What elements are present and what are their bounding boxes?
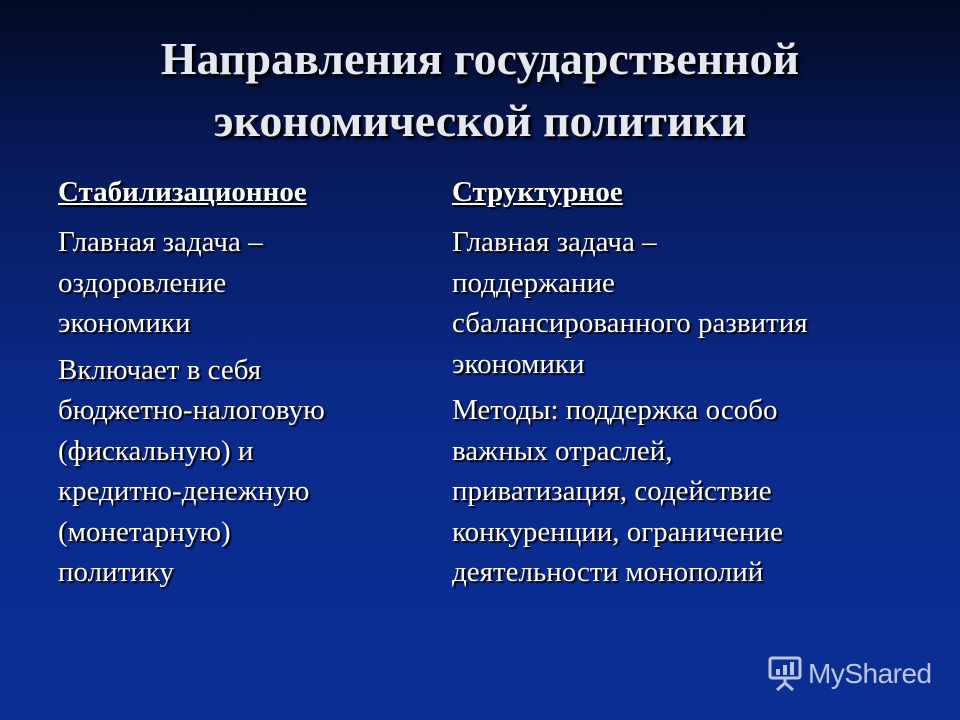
- left-task-line: оздоровление: [58, 266, 227, 299]
- left-includes-line: Включает в себя: [58, 353, 262, 386]
- title-line-1: Направления государственной: [160, 33, 800, 84]
- right-methods-line: важных отраслей,: [452, 434, 673, 467]
- left-column-heading: Стабилизационное: [58, 176, 307, 208]
- right-task-line: Главная задача –: [452, 226, 657, 258]
- right-task-paragraph: [452, 222, 922, 384]
- left-includes-line: кредитно-денежную: [58, 475, 310, 507]
- right-column-heading: Структурное: [452, 176, 623, 208]
- right-task-line: поддержание: [452, 266, 615, 299]
- right-methods-line: деятельности монополий: [452, 556, 764, 588]
- presentation-board-icon: [768, 656, 802, 692]
- right-task-line: сбалансированного развития: [452, 307, 808, 339]
- right-methods-line: конкуренции, ограничение: [452, 515, 783, 548]
- right-column: [452, 172, 922, 599]
- left-task-line: Главная задача –: [58, 226, 263, 258]
- myshared-watermark[interactable]: [768, 652, 932, 696]
- left-includes-line: бюджетно-налоговую: [58, 394, 325, 426]
- left-column: [58, 172, 428, 599]
- right-methods-line: приватизация, содействие: [452, 475, 772, 507]
- watermark-text: MyShared: [808, 658, 932, 689]
- right-task-line: экономики: [452, 347, 585, 380]
- left-includes-line: (фискальную) и: [58, 434, 254, 467]
- right-methods-line: Методы: поддержка особо: [452, 394, 778, 426]
- left-includes-line: политику: [58, 556, 174, 588]
- left-includes-line: (монетарную): [58, 515, 231, 548]
- left-task-paragraph: [58, 222, 428, 344]
- slide-title: [60, 28, 900, 152]
- title-line-2: экономической политики: [213, 95, 747, 146]
- right-methods-paragraph: [452, 390, 922, 593]
- left-task-line: экономики: [58, 307, 191, 339]
- left-includes-paragraph: [58, 350, 428, 593]
